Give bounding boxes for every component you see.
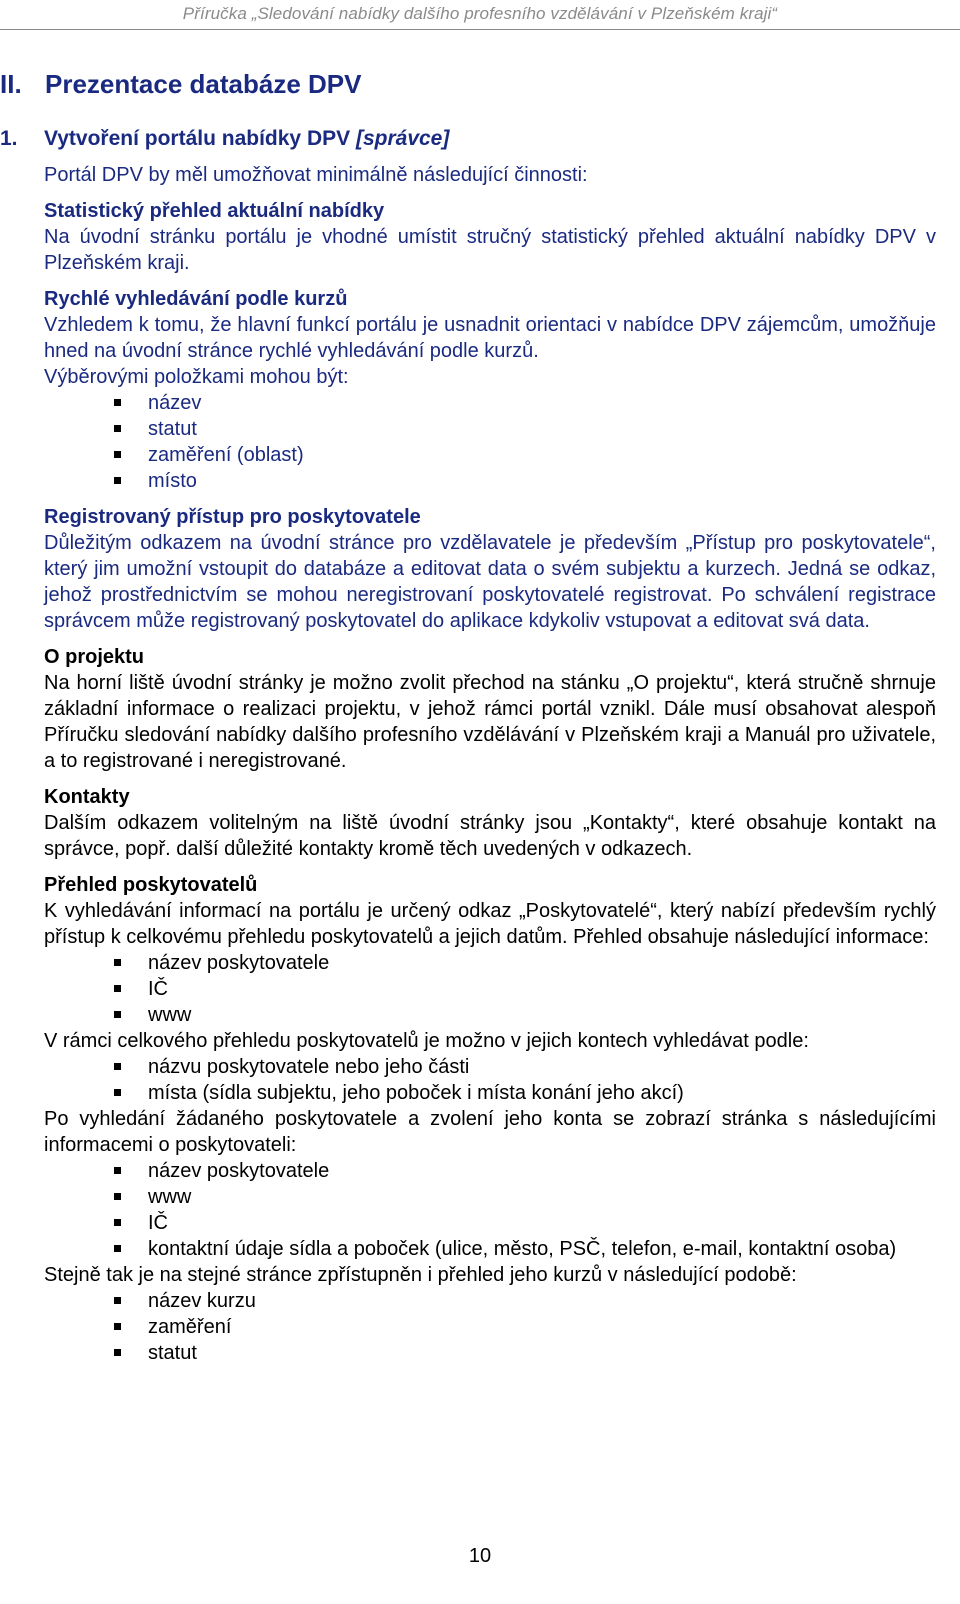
list-item: IČ [44, 976, 936, 1002]
section-note: [správce] [355, 127, 450, 150]
list-item: kontaktní údaje sídla a poboček (ulice, město, PSČ, telefon, e-mail, kontaktní osoba) [44, 1236, 936, 1262]
about-text: Na horní liště úvodní stránky je možno zvolit přechod na stánku „O projektu“, která stručně shrnuje základní informace o realizaci projektu, v jehož rámci portál vznikl. Dále musí obsahovat alespoň Příručku sledování nabídky dalšího profesního vzdělávání v Plzeňském kraji a Manuál pro uživatele, a to registrované i neregistrované. [44, 672, 936, 772]
registration-text: Důležitým odkazem na úvodní stránce pro vzdělavatele je především „Přístup pro poskytovatele“, který jim umožní vstoupit do databáze a editovat data o svém subjektu a kurzech. Jedná se odkaz, jehož prostřednictvím se mohou neregistrovaní poskytovatelé registrovat. Po schválení registrace správcem může registrovaný poskytovatel do aplikace kdykoliv vstupovat a editovat svá data. [44, 532, 936, 632]
providers-list-3 [44, 1158, 936, 1262]
list-item: www [44, 1002, 936, 1028]
providers-heading: Přehled poskytovatelů [44, 874, 258, 896]
contacts-text: Dalším odkazem volitelným na liště úvodní stránky jsou „Kontakty“, které obsahuje kontakt na správce, popř. další důležité kontakty kromě těch uvedených v odkazech. [44, 812, 936, 860]
search-text: Vzhledem k tomu, že hlavní funkcí portálu je usnadnit orientaci v nabídce DPV zájemcům, umožňuje hned na úvodní stránce rychlé vyhledávání podle kurzů. [44, 314, 936, 362]
list-item: statut [44, 1340, 936, 1366]
list-item: www [44, 1184, 936, 1210]
chapter-number: II. [0, 69, 22, 99]
intro-text: Portál DPV by měl umožňovat minimálně následující činnosti: [44, 164, 588, 186]
section-heading [0, 126, 936, 152]
list-item: název poskytovatele [44, 1158, 936, 1184]
section-number: 1. [0, 127, 18, 150]
document-body [0, 126, 936, 1366]
page-number: 10 [468, 1545, 492, 1567]
search-items-list [44, 390, 936, 494]
stat-heading: Statistický přehled aktuální nabídky [44, 200, 385, 222]
chapter-heading [0, 69, 361, 100]
header-rule [0, 29, 960, 30]
list-item: místo [44, 468, 936, 494]
providers-text-3: Po vyhledání žádaného poskytovatele a zvolení jeho konta se zobrazí stránka s následujícími informacemi o poskytovateli: [44, 1108, 936, 1156]
list-item: IČ [44, 1210, 936, 1236]
search-lead: Výběrovými položkami mohou být: [44, 366, 349, 388]
list-item: název kurzu [44, 1288, 936, 1314]
providers-list-2 [44, 1054, 936, 1106]
list-item: statut [44, 416, 936, 442]
search-heading: Rychlé vyhledávání podle kurzů [44, 288, 348, 310]
providers-list-4 [44, 1288, 936, 1366]
list-item: místa (sídla subjektu, jeho poboček i místa konání jeho akcí) [44, 1080, 936, 1106]
section-title: Vytvoření portálu nabídky DPV [44, 127, 351, 150]
list-item: zaměření (oblast) [44, 442, 936, 468]
providers-text-2: V rámci celkového přehledu poskytovatelů je možno v jejich kontech vyhledávat podle: [44, 1030, 809, 1052]
providers-text-1: K vyhledávání informací na portálu je určený odkaz „Poskytovatelé“, který nabízí především rychlý přístup k celkovému přehledu poskytovatelů a jejich datům. Přehled obsahuje následující informace: [44, 900, 936, 948]
contacts-heading: Kontakty [44, 786, 130, 808]
stat-text: Na úvodní stránku portálu je vhodné umístit stručný statistický přehled aktuální nabídky DPV v Plzeňském kraji. [44, 226, 936, 274]
about-heading: O projektu [44, 646, 145, 668]
list-item: názvu poskytovatele nebo jeho části [44, 1054, 936, 1080]
list-item: zaměření [44, 1314, 936, 1340]
chapter-title: Prezentace databáze DPV [45, 69, 362, 99]
registration-heading: Registrovaný přístup pro poskytovatele [44, 506, 421, 528]
providers-list-1 [44, 950, 936, 1028]
list-item: název [44, 390, 936, 416]
providers-text-4: Stejně tak je na stejné stránce zpřístupněn i přehled jeho kurzů v následující podobě: [44, 1264, 797, 1286]
running-header: Příručka „Sledování nabídky dalšího profesního vzdělávání v Plzeňském kraji“ [182, 4, 778, 23]
list-item: název poskytovatele [44, 950, 936, 976]
